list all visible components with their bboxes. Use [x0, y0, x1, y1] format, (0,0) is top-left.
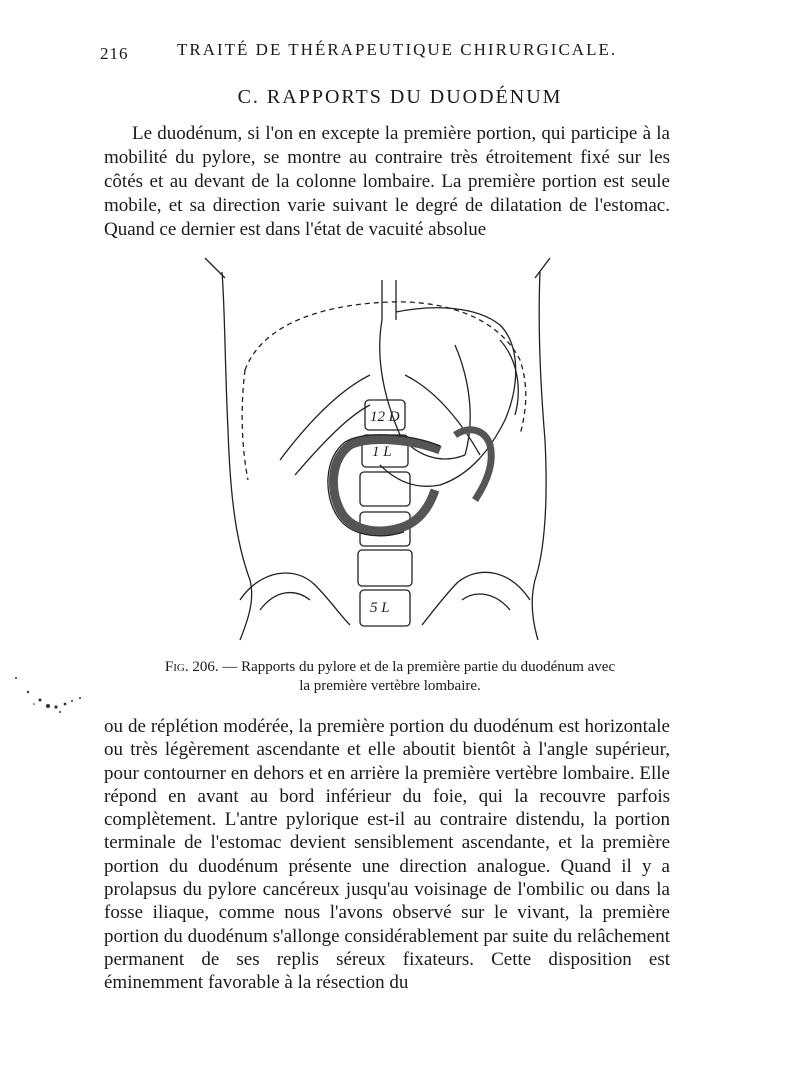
vertebra-label-1l: 1 L: [372, 444, 392, 460]
paragraph-2: ou de réplétion modérée, la première portion du duodénum est horizontale ou très légèrement ascendante et elle aboutit bientôt à l'angle supérieur, pour contourner en dehors et en arrière la première vertèbre lombaire. Elle répond en avant au bord inférieur du foie, qui la recouvre parfois complètement. L'antre pylorique est-il au contraire distendu, la portion terminale de l'estomac devient sensiblement ascendante, et la première portion du duodénum présente une direction analogue. Quand il y a prolapsus du pylore cancéreux jusqu'au voisinage de l'ombilic ou dans la fosse iliaque, comme nous l'avons observé sur le vivant, la première portion du duodénum s'allonge considérablement par suite du relâchement permanent de ses replis séreux fixateurs. Cette disposition est éminemment favorable à la résection du: [104, 716, 670, 994]
vertebra-label-5l: 5 L: [370, 600, 390, 616]
print-specks: [10, 670, 90, 720]
torso-right-tick: [535, 258, 550, 278]
iliac-right-inner: [462, 594, 510, 610]
section-title: C. RAPPORTS DU DUODÉNUM: [237, 86, 563, 108]
paragraph-1: Le duodénum, si l'on en excepte la première portion, qui participe à la mobilité du pylore, se montre au contraire très étroitement fixé sur les côtés et au devant de la colonne lombaire. La première portion est seule mobile, et sa direction varie suivant le degré de dilatation de l'estomac. Quand ce dernier est dans l'état de vacuité absolue: [104, 123, 670, 240]
page-number: 216: [100, 44, 129, 63]
rib-left: [280, 375, 370, 460]
torso-right-outline: [532, 272, 546, 640]
torso-left-outline: [222, 272, 252, 640]
vertebra-label-12d: 12 D: [370, 409, 400, 425]
torso-left-tick: [205, 258, 225, 278]
figure-label: Fig. 206.: [164, 659, 219, 675]
iliac-left: [240, 573, 350, 625]
anatomical-figure: [200, 250, 570, 645]
figure-caption: [160, 658, 620, 696]
esophagus: [382, 280, 396, 320]
iliac-left-inner: [260, 593, 310, 610]
stomach-lower-curve: [455, 345, 470, 455]
spine: [358, 400, 412, 626]
running-head: TRAITÉ DE THÉRAPEUTIQUE CHIRURGICALE.: [177, 40, 618, 59]
figure-caption-text: — Rapports du pylore et de la première partie du duodénum avec la première vertèbre lombaire.: [218, 659, 616, 694]
liver-left-dashed: [242, 370, 248, 480]
iliac-right: [422, 572, 530, 625]
